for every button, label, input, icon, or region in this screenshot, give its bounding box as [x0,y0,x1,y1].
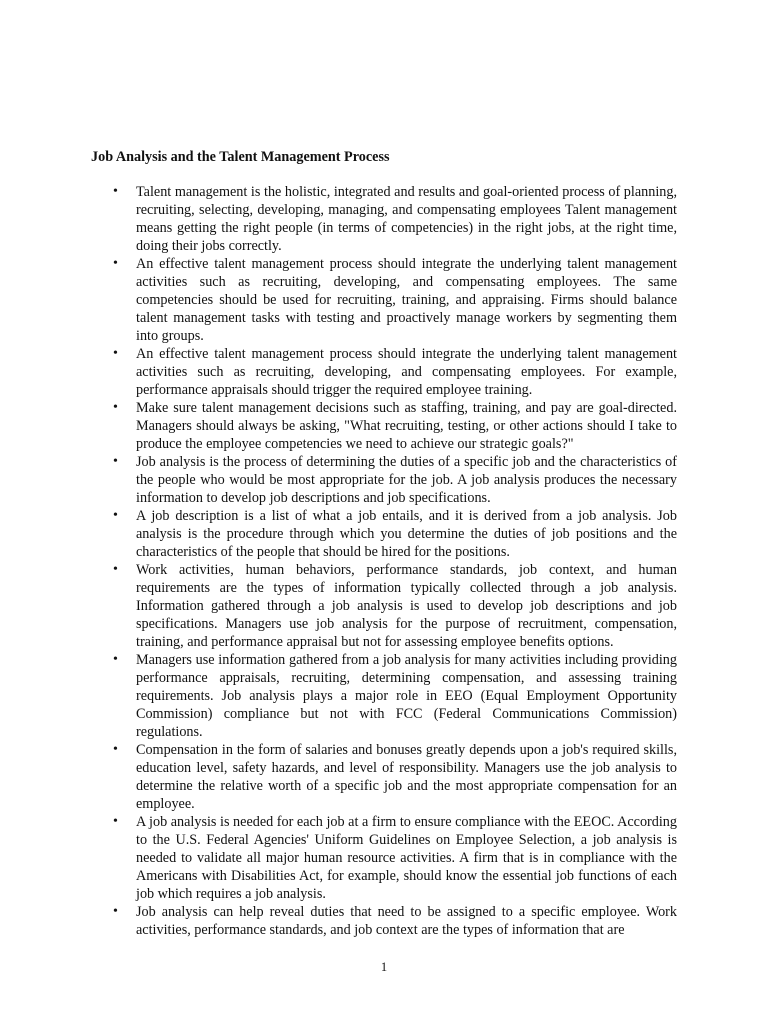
bullet-icon: • [113,256,118,271]
bullet-text-1: Talent management is the holistic, integrated and results and goal-oriented process of planning, recruiting, selecting, developing, managing, and compensating employees Talent management means getting the right people (in terms of competencies) in the right jobs, at the right time, doing their jobs correctly. [136,184,677,254]
bullet-item-7 [91,561,677,651]
bullet-icon: • [113,346,118,361]
page-number: 1 [380,960,388,974]
bullet-text-2: An effective talent management process should integrate the underlying talent management activities such as recruiting, developing, and compensating employees. The same competencies should be used for recruiting, training, and appraising. Firms should balance talent management tasks with testing and proactively manage workers by segmenting them into groups. [136,256,677,344]
bullet-text-9: Compensation in the form of salaries and bonuses greatly depends upon a job's required skills, education level, safety hazards, and level of responsibility. Managers use the job analysis to determine the relative worth of a specific job and the most appropriate compensation for an employee. [136,742,677,812]
bullet-icon: • [113,400,118,415]
bullet-text-7: Work activities, human behaviors, performance standards, job context, and human requirements are the types of information typically collected through a job analysis. Information gathered through a job analysis is used to develop job descriptions and job specifications. Managers use job analysis for the purpose of recruitment, compensation, training, and performance appraisal but not for assessing employee benefits options. [136,562,677,650]
bullet-icon: • [113,184,118,199]
bullet-item-4 [91,399,677,453]
bullet-list [91,183,677,939]
bullet-item-10 [91,813,677,903]
bullet-text-10: A job analysis is needed for each job at a firm to ensure compliance with the EEOC. According to the U.S. Federal Agencies' Uniform Guidelines on Employee Selection, a job analysis is needed to validate all major human resource activities. A firm that is in compliance with the Americans with Disabilities Act, for example, should know the essential job functions of each job which requires a job analysis. [136,814,677,902]
bullet-text-8: Managers use information gathered from a job analysis for many activities including providing performance appraisals, recruiting, determining compensation, and assessing training requirements. Job analysis plays a major role in EEO (Equal Employment Opportunity Commission) compliance but not with FCC (Federal Communications Commission) regulations. [136,652,677,740]
bullet-icon: • [113,814,118,829]
bullet-icon: • [113,652,118,667]
bullet-item-2 [91,255,677,345]
bullet-icon: • [113,562,118,577]
bullet-item-5 [91,453,677,507]
bullet-item-3 [91,345,677,399]
bullet-icon: • [113,742,118,757]
bullet-text-6: A job description is a list of what a job entails, and it is derived from a job analysis. Job analysis is the procedure through which you determine the duties of job positions and the characteristics of the people that should be hired for the positions. [136,508,677,560]
document-title: Job Analysis and the Talent Management Process [91,149,390,165]
bullet-icon: • [113,508,118,523]
bullet-item-8 [91,651,677,741]
bullet-text-3: An effective talent management process should integrate the underlying talent management activities such as recruiting, developing, and compensating employees. For example, performance appraisals should trigger the required employee training. [136,346,677,398]
bullet-icon: • [113,454,118,469]
bullet-item-1 [91,183,677,255]
bullet-text-5: Job analysis is the process of determining the duties of a specific job and the characteristics of the people who would be most appropriate for the job. A job analysis produces the necessary information to develop job descriptions and job specifications. [136,454,677,506]
bullet-item-6 [91,507,677,561]
bullet-icon: • [113,904,118,919]
bullet-item-11 [91,903,677,939]
bullet-text-4: Make sure talent management decisions such as staffing, training, and pay are goal-directed. Managers should always be asking, "What recruiting, testing, or other actions should I take to produce the employee competencies we need to achieve our strategic goals?" [136,400,677,452]
bullet-item-9 [91,741,677,813]
bullet-text-11: Job analysis can help reveal duties that need to be assigned to a specific employee. Work activities, performance standards, and job context are the types of information that are [136,904,677,938]
